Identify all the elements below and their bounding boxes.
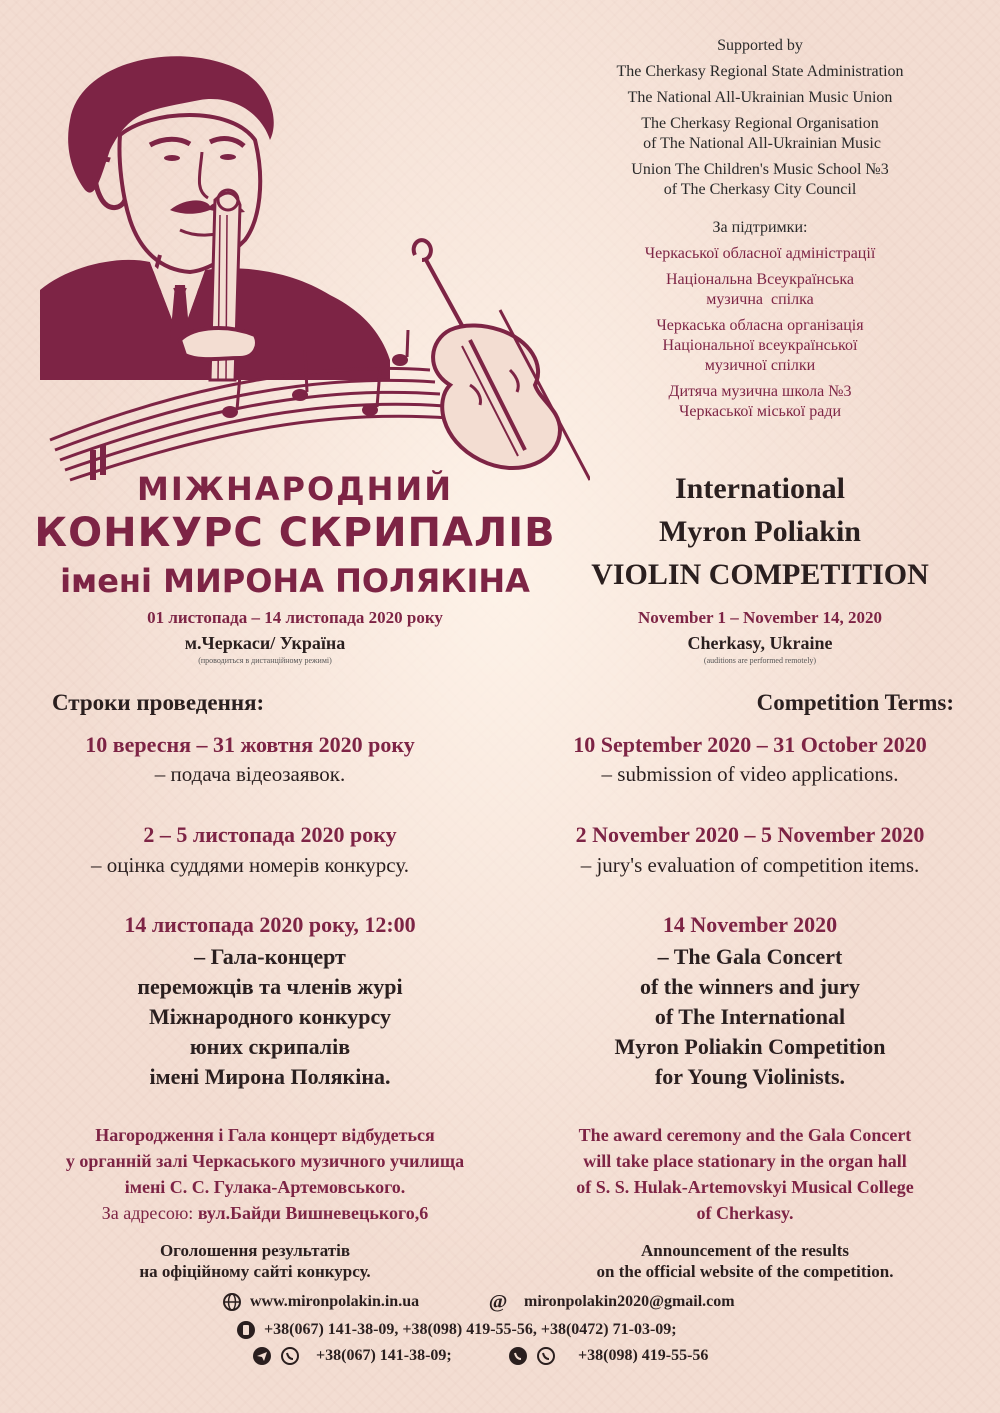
terms-ua-heading: Строки проведення: [52,690,265,715]
terms-en-heading: Competition Terms: [756,690,954,715]
award-ua-address [20,1200,510,1226]
gala-ua-line: переможців та членів журі [137,974,403,999]
contacts [0,1292,1000,1372]
award-en-line: of S. S. Hulak-Artemovskyi Musical College [576,1177,914,1197]
website-link[interactable]: www.mironpolakin.in.ua [250,1293,420,1310]
telegram-viber-phone: +38(067) 141-38-09; [316,1347,452,1364]
viber-icon [280,1346,300,1366]
phones-text: +38(067) 141-38-09, +38(098) 419-55-56, +38(0472) 71-03-09; [264,1321,677,1338]
phones-row [236,1320,677,1340]
viber-icon [536,1346,556,1366]
city-ua: м.Черкаси/ Україна [184,633,346,653]
term-en-date: 10 September 2020 – 31 October 2020 [573,732,927,757]
telegram-viber-row [252,1346,452,1366]
gala-ua-line: Міжнародного конкурсу [149,1004,391,1029]
whatsapp-viber-row [508,1346,708,1366]
portrait-illustration [30,40,590,490]
term-en-date: 14 November 2020 [662,912,838,937]
announce-ua-line: на офіційному сайті конкурсу. [139,1262,371,1281]
term-ua-date: 10 вересня – 31 жовтня 2020 року [85,732,415,757]
remote-note-ua: (проводиться в дистанційному режимі) [198,656,332,665]
term-ua-date: 14 листопада 2020 року, 12:00 [124,912,416,937]
email-link[interactable]: mironpolakin2020@gmail.com [524,1293,735,1310]
award-ua-block [20,1122,510,1226]
dates-en: November 1 – November 14, 2020 [638,608,882,627]
whatsapp-icon [508,1346,528,1366]
at-icon: @ [488,1290,508,1313]
gala-en-line: Myron Poliakin Competition [614,1034,886,1059]
term-ua-date: 2 – 5 листопада 2020 року [143,822,397,847]
whatsapp-viber-phone: +38(098) 419-55-56 [578,1347,709,1364]
term-en-desc: – submission of video applications. [601,762,899,786]
telegram-icon [252,1346,272,1366]
gala-en-line: for Young Violinists. [654,1064,846,1089]
sponsor-item: The Cherkasy Regional Organisation [641,115,879,132]
gala-en-block [520,942,980,1092]
city-en: Cherkasy, Ukraine [687,633,833,653]
dates-ua: 01 листопада – 14 листопада 2020 року [147,608,443,627]
sponsor-item: The National All-Ukrainian Music Union [627,89,893,106]
gala-ua-line: імені Мирона Полякіна. [149,1064,391,1089]
address-label: За адресою: [101,1203,194,1223]
sponsor-item: of The Cherkasy City Council [663,181,857,198]
term-ua-desc: – подача відеозаявок. [154,762,346,786]
sponsor-item: Національна Всеукраїнська [666,271,854,288]
sponsors-en-heading: Supported by [717,37,803,54]
sponsors-block [560,36,960,422]
term-en-desc: – jury's evaluation of competition items. [580,853,920,877]
sponsor-item: Черкаської міської ради [678,403,842,420]
remote-note-en: (auditions are performed remotely) [703,656,817,665]
title-en-line3: VIOLIN COMPETITION [591,558,929,591]
award-ua-line: Нагородження і Гала концерт відбудеться [95,1125,435,1145]
gala-en-line: of the winners and jury [639,974,860,999]
address-value: вул.Байди Вишневецького,6 [197,1203,429,1223]
gala-en-line: of The International [654,1004,846,1029]
gala-ua-line: – Гала-концерт [194,944,346,969]
sponsor-item: Черкаська обласна організація [656,317,864,334]
announce-ua [30,1240,480,1282]
sponsor-item: музична спілка [706,291,814,308]
email-row [488,1292,735,1312]
title-ua-line2: КОНКУРС СКРИПАЛІВ [34,510,556,556]
award-en-line: The award ceremony and the Gala Concert [578,1125,912,1145]
title-ua-line1: МІЖНАРОДНИЙ [137,470,453,508]
award-en-line: of Cherkasy. [696,1203,794,1223]
award-en-block [510,1122,980,1226]
globe-icon [222,1292,242,1312]
announce-ua-line: Оголошення результатів [159,1241,351,1260]
sponsor-item: The Cherkasy Regional State Administration [616,63,904,80]
award-ua-line: у органній залі Черкаського музичного училища [65,1151,465,1171]
term-en-date: 2 November 2020 – 5 November 2020 [575,822,925,847]
gala-en-line: – The Gala Concert [657,944,843,969]
gala-ua-line: юних скрипалів [189,1034,351,1059]
sponsor-item: Union The Children's Music School №3 [631,161,889,178]
sponsor-item: Національної всеукраїнської [662,337,858,354]
announce-en-line: on the official website of the competition. [596,1262,894,1281]
announce-en [520,1240,970,1282]
title-en-line2: Myron Poliakin [659,515,861,548]
phone-icon [236,1320,256,1340]
announce-en-line: Announcement of the results [641,1241,849,1260]
gala-ua-block [30,942,510,1092]
sponsor-item: of The National All-Ukrainian Music [639,135,881,152]
award-ua-line: імені С. С. Гулака-Артемовського. [124,1177,406,1197]
title-en-line1: International [674,472,845,505]
sponsor-item: Дитяча музична школа №3 [668,383,852,400]
sponsor-item: музичної спілки [704,357,816,374]
sponsor-item: Черкаської обласної адміністрації [644,245,876,262]
title-ua-line3: імені МИРОНА ПОЛЯКІНА [60,562,530,600]
sponsors-ua-heading: За підтримки: [712,219,808,236]
website-row [222,1292,419,1312]
term-ua-desc: – оцінка суддями номерів конкурсу. [91,853,409,877]
award-en-line: will take place stationary in the organ hall [583,1151,907,1171]
